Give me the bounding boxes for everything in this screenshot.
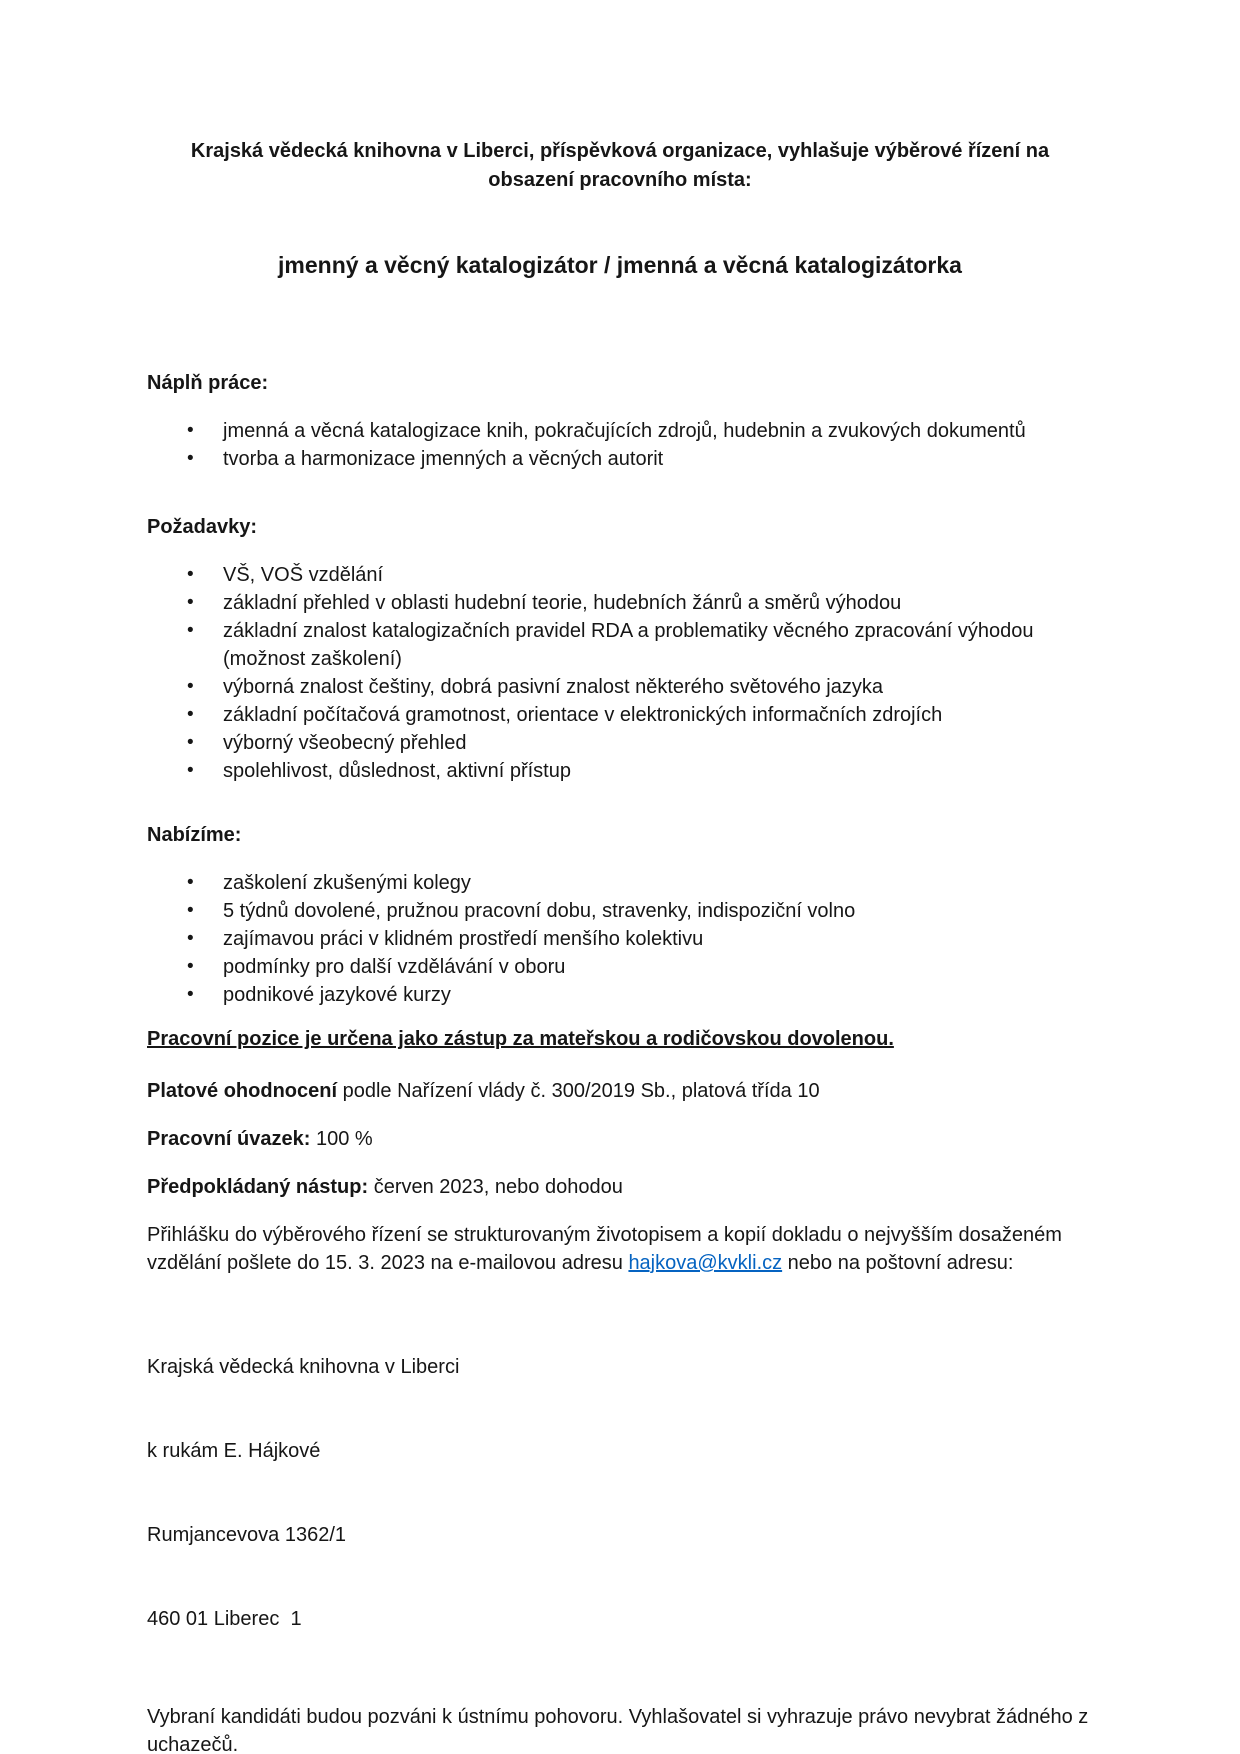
closing-paragraph: Vybraní kandidáti budou pozváni k ústnímu pohovoru. Vyhlašovatel si vyhrazuje právo nevybrat žádného z uchazečů. xyxy=(147,1706,1089,1754)
list-item xyxy=(147,981,1093,1009)
bullet-icon: • xyxy=(187,928,194,949)
application-instructions xyxy=(147,1221,1093,1277)
address-line-street: Rumjancevova 1362/1 xyxy=(147,1524,347,1546)
employment-terms xyxy=(147,1077,1093,1201)
salary-label: Platové ohodnocení xyxy=(147,1080,338,1102)
list-item-text: jmenná a věcná katalogizace knih, pokračujících zdrojů, hudebnin a zvukových dokumentů xyxy=(223,420,1026,442)
bullet-icon: • xyxy=(187,704,194,725)
start-date-line xyxy=(147,1173,1093,1201)
workload-value: 100 % xyxy=(315,1128,373,1150)
bullet-icon: • xyxy=(187,448,194,469)
address-line-organization: Krajská vědecká knihovna v Liberci xyxy=(147,1356,460,1378)
section-heading-nabizime: Nabízíme: xyxy=(147,824,242,846)
email-link[interactable]: hajkova@kvkli.cz xyxy=(628,1252,783,1274)
list-item-text: tvorba a harmonizace jmenných a věcných autorit xyxy=(223,448,664,470)
bullet-icon: • xyxy=(187,956,194,977)
postal-address xyxy=(147,1297,1093,1689)
list-item-text: zajímavou práci v klidném prostředí menšího kolektivu xyxy=(223,928,704,950)
list-item xyxy=(147,561,1093,589)
list-item xyxy=(147,417,1093,445)
bullet-icon: • xyxy=(187,676,194,697)
section-heading-napln-prace: Náplň práce: xyxy=(147,372,269,394)
bullet-icon: • xyxy=(187,984,194,1005)
list-item xyxy=(147,953,1093,981)
bullet-list-nabizime xyxy=(147,869,1093,1009)
list-item-text: základní přehled v oblasti hudební teorie, hudebních žánrů a směrů výhodou xyxy=(223,592,902,614)
list-item xyxy=(147,729,1093,757)
bullet-icon: • xyxy=(187,592,194,613)
bullet-list-napln-prace xyxy=(147,417,1093,473)
list-item xyxy=(147,673,1093,701)
list-item xyxy=(147,589,1093,617)
list-item xyxy=(147,925,1093,953)
bullet-icon: • xyxy=(187,620,194,641)
bullet-icon: • xyxy=(187,900,194,921)
address-line-city: 460 01 Liberec 1 xyxy=(147,1608,302,1630)
list-item xyxy=(147,757,1093,785)
start-date-value: červen 2023, nebo dohodou xyxy=(373,1176,623,1198)
bullet-icon: • xyxy=(187,420,194,441)
application-text-after: nebo na poštovní adresu: xyxy=(782,1252,1014,1274)
bullet-icon: • xyxy=(187,872,194,893)
list-item-text: výborná znalost češtiny, dobrá pasivní znalost některého světového jazyka xyxy=(223,676,883,698)
list-item-text: spolehlivost, důslednost, aktivní přístup xyxy=(223,760,571,782)
bullet-icon: • xyxy=(187,732,194,753)
address-line-attention: k rukám E. Hájkové xyxy=(147,1440,321,1462)
section-heading-pozadavky: Požadavky: xyxy=(147,516,258,538)
salary-line xyxy=(147,1077,1093,1105)
list-item xyxy=(147,617,1093,673)
list-item xyxy=(147,869,1093,897)
list-item-text: podnikové jazykové kurzy xyxy=(223,984,451,1006)
bullet-icon: • xyxy=(187,760,194,781)
bullet-icon: • xyxy=(187,564,194,585)
list-item-text: základní počítačová gramotnost, orientace v elektronických informačních zdrojích xyxy=(223,704,943,726)
list-item-text: VŠ, VOŠ vzdělání xyxy=(223,564,384,586)
intro-paragraph: Krajská vědecká knihovna v Liberci, příspěvková organizace, vyhlašuje výběrové řízení na obsazení pracovního místa: xyxy=(190,140,1050,191)
workload-line xyxy=(147,1125,1093,1153)
page-title: jmenný a věcný katalogizátor / jmenná a věcná katalogizátorka xyxy=(278,252,962,278)
list-item-text: výborný všeobecný přehled xyxy=(223,732,467,754)
list-item xyxy=(147,897,1093,925)
list-item-text: podmínky pro další vzdělávání v oboru xyxy=(223,956,566,978)
salary-value: podle Nařízení vlády č. 300/2019 Sb., platová třída 10 xyxy=(342,1080,820,1102)
maternity-cover-notice: Pracovní pozice je určena jako zástup za mateřskou a rodičovskou dovolenou. xyxy=(147,1028,894,1050)
bullet-list-pozadavky xyxy=(147,561,1093,785)
list-item-text: 5 týdnů dovolené, pružnou pracovní dobu, stravenky, indispoziční volno xyxy=(223,900,856,922)
list-item-text: základní znalost katalogizačních pravidel RDA a problematiky věcného zpracování výhodou (možnost zaškolení) xyxy=(223,620,1034,670)
application-text-before: Přihlášku do výběrového řízení se strukturovaným životopisem a kopií dokladu o nejvyšším dosaženém vzdělání pošlete do 15. 3. 2023 na e-mailovou adresu xyxy=(147,1224,1062,1274)
list-item xyxy=(147,701,1093,729)
start-date-label: Předpokládaný nástup: xyxy=(147,1176,369,1198)
list-item xyxy=(147,445,1093,473)
document-content xyxy=(147,0,1093,1754)
list-item-text: zaškolení zkušenými kolegy xyxy=(223,872,471,894)
workload-label: Pracovní úvazek: xyxy=(147,1128,311,1150)
